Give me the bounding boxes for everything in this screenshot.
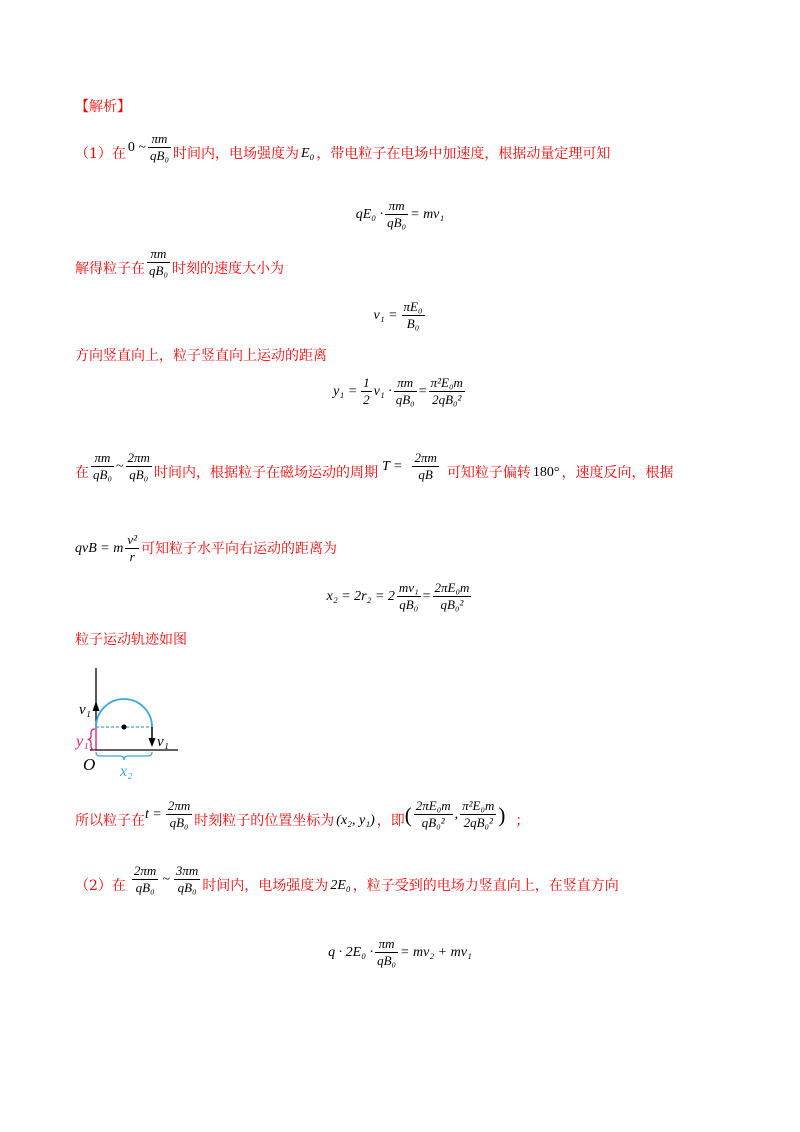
distance-intro-text: 方向竖直向上，粒子竖直向上运动的距离 — [75, 348, 327, 364]
field-symbol: 2E₀ — [330, 878, 351, 893]
fraction-denominator: qB₀ — [93, 467, 112, 482]
fraction-time — [147, 247, 170, 278]
x2-label: x₂ — [120, 763, 133, 780]
analysis-heading-line — [75, 98, 131, 116]
magnetic-intro-text: 时间内，根据粒子在磁场运动的周期 — [153, 465, 378, 481]
fraction-result — [433, 581, 472, 612]
position-intro-text: ，即 — [376, 813, 405, 829]
horizontal-distance-intro-text: 可知粒子水平向右运动的距离为 — [141, 540, 337, 557]
fraction-numerator: 2πm — [167, 798, 191, 813]
fraction-interval-start — [132, 864, 158, 895]
part2-intro-line — [75, 864, 619, 895]
close-paren: ) — [498, 802, 506, 827]
equation-lhs: y₁ = — [333, 383, 358, 399]
fraction-interval-end — [148, 132, 171, 163]
part1-label-text: （1）在 — [75, 146, 126, 162]
part2-text: 时间内，电场强度为 — [202, 878, 329, 894]
coordinate-symbol: (x₂, y₁) — [336, 813, 375, 828]
fraction-numerator: πm — [150, 246, 167, 261]
fraction-one-half — [361, 376, 372, 407]
fraction-denominator: qB₀ — [149, 263, 168, 278]
time-formula — [145, 799, 194, 830]
fraction-denominator: qB₀² — [414, 814, 453, 830]
position-intro-text: 时刻粒子的位置坐标为 — [194, 813, 335, 829]
fraction-numerator: 2πm — [414, 450, 437, 465]
coordinate-comma: , — [454, 806, 459, 822]
fraction-radius — [397, 581, 421, 612]
fraction-denominator: qB₀ — [397, 596, 421, 612]
deflection-angle: 180° — [532, 465, 560, 480]
fraction-numerator: πm — [151, 131, 168, 146]
fraction-result — [429, 376, 465, 407]
time-interval-expr — [130, 864, 202, 895]
fraction-numerator: πm — [378, 936, 395, 951]
part1-intro-line — [75, 132, 610, 163]
equation-lhs: v₁ = — [373, 307, 398, 323]
magnetic-intro-text: 可知粒子偏转 — [446, 465, 531, 481]
fraction-denominator: qB₀ — [377, 953, 397, 968]
vertical-distance-equation — [0, 376, 800, 407]
magnetic-intro-text: ，速度反向，根据 — [561, 465, 674, 481]
fraction-denominator: qB₀ — [150, 148, 169, 163]
equation-lhs: q · 2E₀ · — [328, 944, 374, 960]
fraction-centripetal — [125, 533, 139, 564]
fraction-denominator: qB₀ — [126, 466, 152, 482]
fraction-numerator: π²E₀m — [430, 375, 463, 390]
fraction-numerator: 2πE₀m — [415, 798, 451, 813]
position-result-line — [75, 799, 529, 830]
fraction-numerator: πE₀ — [403, 299, 423, 314]
part2-label-text: （2）在 — [75, 878, 126, 894]
part2-text: ，粒子受到的电场力竖直向上，在竖直方向 — [352, 878, 619, 894]
fraction-time — [385, 199, 408, 230]
fraction-time — [166, 799, 192, 830]
equals-sign: = — [418, 383, 427, 399]
fraction-denominator: 2qB₀² — [429, 391, 465, 407]
x2-brace — [96, 752, 152, 760]
time-lhs: t = — [145, 806, 162, 822]
coordinate-value — [405, 799, 506, 830]
trajectory-caption-line — [75, 631, 187, 649]
open-paren: ( — [404, 802, 412, 827]
fraction-numerator: 2πm — [127, 450, 150, 465]
trajectory-diagram — [75, 660, 190, 785]
fraction-denominator: qB₀ — [132, 879, 158, 895]
fraction-numerator: 3πm — [175, 863, 199, 878]
fraction-numerator: πm — [397, 375, 414, 390]
fraction-denominator: qB₀ — [395, 392, 415, 407]
part1-text: 时间内，电场强度为 — [172, 146, 299, 162]
horizontal-distance-equation — [0, 581, 800, 612]
fraction-numerator: π²E₀m — [462, 798, 495, 813]
equals-sign: = — [422, 588, 431, 604]
fraction-numerator: πm — [388, 198, 405, 213]
interval-separator: ~ — [115, 458, 124, 474]
velocity-intro-text: 时刻的速度大小为 — [171, 261, 284, 277]
fraction-velocity — [402, 300, 425, 331]
semicircle-trajectory — [96, 699, 152, 727]
fraction-denominator: qB — [412, 466, 438, 482]
fraction-time — [375, 937, 398, 968]
v-up-label: v₁ — [79, 702, 91, 718]
fraction-denominator: r — [125, 548, 139, 564]
semicolon: ； — [515, 813, 530, 829]
time-interval-expr — [126, 132, 173, 163]
velocity-intro-text: 解得粒子在 — [75, 261, 145, 277]
magnetic-field-line — [75, 451, 673, 482]
fraction-denominator: B₀ — [402, 315, 425, 331]
period-formula — [382, 451, 441, 482]
analysis-heading: 【解析】 — [75, 99, 131, 115]
fraction-denominator: qB₀ — [166, 814, 192, 830]
origin-label: O — [83, 755, 96, 774]
momentum-theorem-equation — [0, 199, 800, 230]
fraction-y-coordinate — [460, 799, 496, 830]
equation-rhs: = mv₂ + mv₁ — [400, 944, 472, 960]
interval-separator: ~ — [162, 871, 170, 887]
fraction-numerator: 2πm — [133, 863, 157, 878]
fraction-numerator: 2πE₀m — [434, 580, 470, 595]
fraction-denominator: qB₀² — [433, 596, 472, 612]
equation-middle: v₁ · — [373, 383, 392, 399]
fraction-numerator: πm — [94, 450, 111, 465]
part1-text: ，带电粒子在电场中加速度，根据动量定理可知 — [316, 146, 611, 162]
period-lhs: T = — [381, 458, 403, 474]
v-down-label: v₁ — [157, 734, 169, 750]
equation-lhs: qE₀ · — [355, 206, 384, 222]
fraction-interval-end — [174, 864, 200, 895]
equation-lhs: x₂ = 2r₂ = 2 — [326, 588, 395, 604]
position-intro-text: 所以粒子在 — [75, 813, 145, 829]
fraction-period — [412, 451, 438, 482]
velocity-up-arrowhead — [93, 701, 100, 711]
velocity-intro-line — [75, 247, 284, 278]
fraction-denominator: 2qB₀² — [460, 814, 496, 830]
lorentz-lhs: qvB = m — [75, 540, 124, 556]
time-interval-expr — [89, 451, 154, 482]
fraction-x-coordinate — [414, 799, 453, 830]
velocity-down-arrowhead — [149, 738, 156, 747]
y1-label: y₁ — [76, 733, 89, 750]
lorentz-force-line — [75, 533, 337, 564]
fraction-numerator: v² — [127, 532, 137, 547]
fraction-numerator: mv₁ — [398, 580, 419, 595]
fraction-denominator: qB₀ — [174, 879, 200, 895]
magnetic-intro-text: 在 — [75, 465, 89, 481]
trajectory-caption: 粒子运动轨迹如图 — [75, 632, 187, 648]
fraction-interval-end — [126, 451, 152, 482]
center-dot — [122, 725, 127, 730]
equation-rhs: = mv₁ — [410, 206, 445, 222]
fraction-time — [394, 376, 417, 407]
fraction-denominator: 2 — [363, 392, 370, 407]
fraction-interval-start — [91, 451, 114, 482]
fraction-numerator: 1 — [363, 375, 370, 390]
velocity-equation — [0, 300, 800, 331]
part2-momentum-equation — [0, 937, 800, 968]
fraction-denominator: qB₀ — [387, 215, 407, 230]
field-symbol: E₀ — [300, 146, 315, 161]
distance-intro-line — [75, 347, 327, 365]
interval-start: 0 ~ — [127, 139, 146, 155]
